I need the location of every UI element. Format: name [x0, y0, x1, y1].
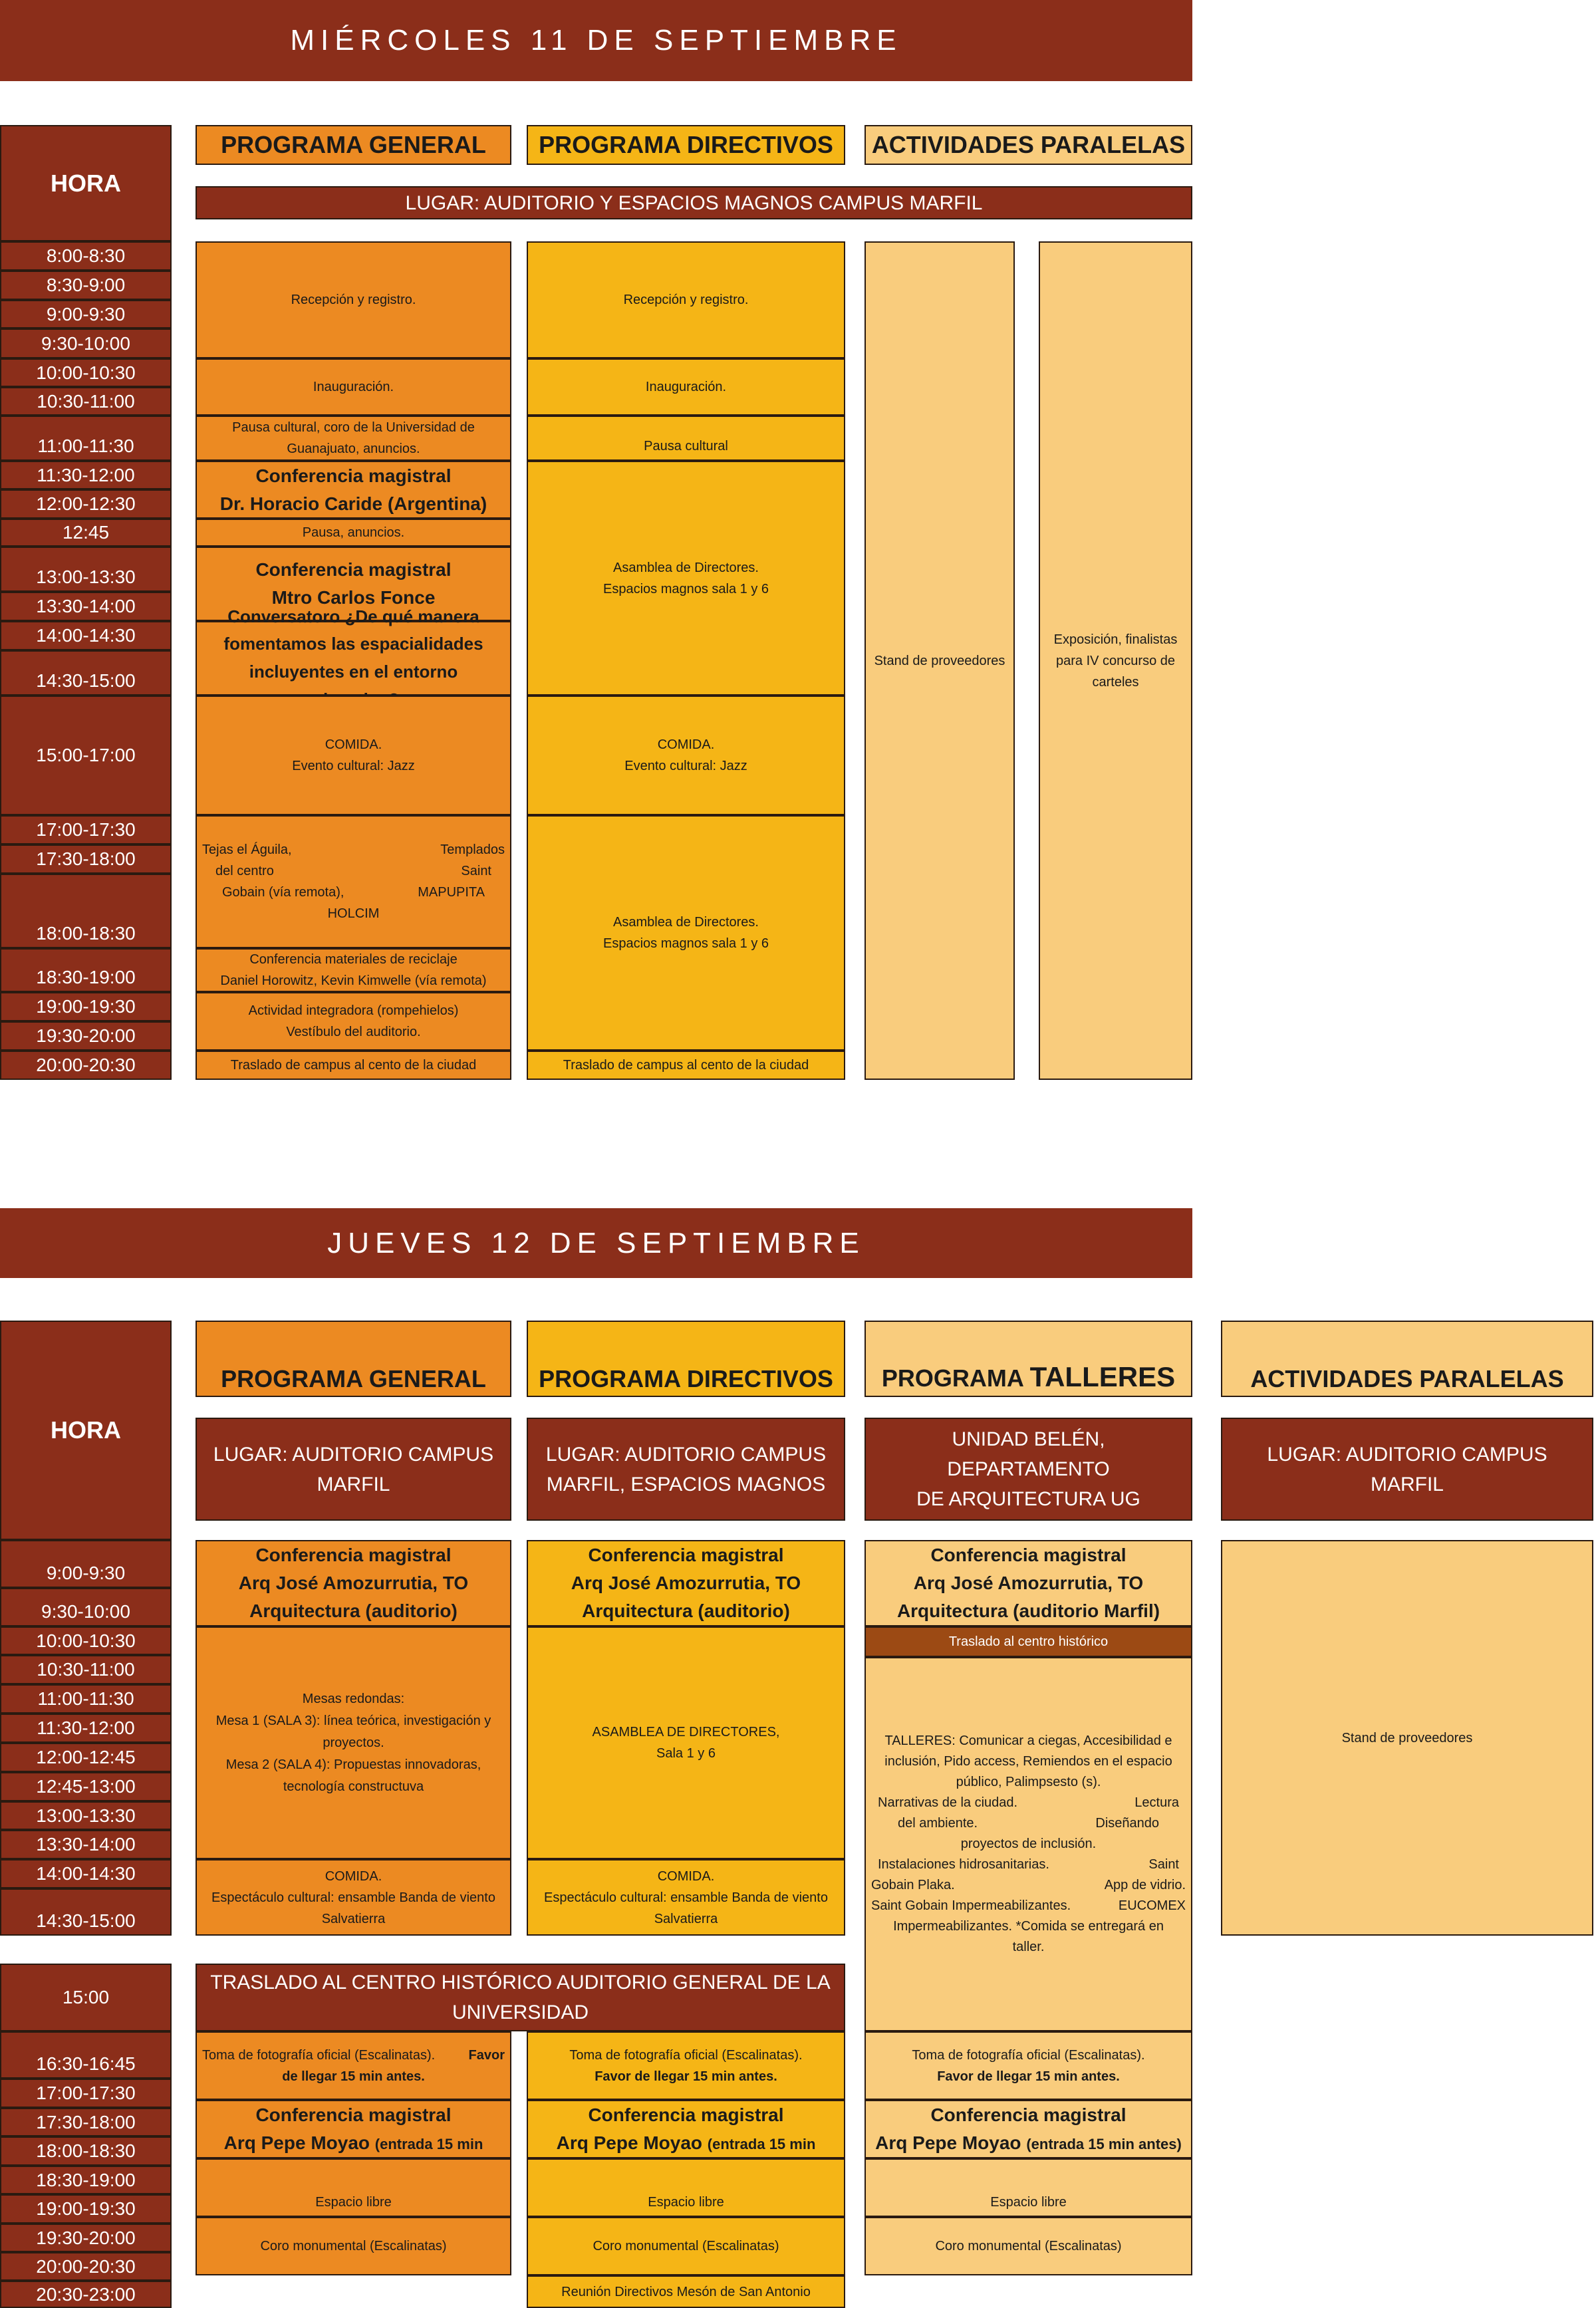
d1-gen-conferencia-caride: Conferencia magistral Dr. Horacio Caride (Argentina): [196, 461, 511, 519]
d2-gen-libre: Espacio libre: [196, 2158, 511, 2217]
d2-tal-talleres: TALLERES: Comunicar a ciegas, Accesibilidad e inclusión, Pido access, Remiendos en el espacio público, Palimpsesto (s). Narrativas de la ciudad. Lectura del ambiente. Diseñando proyectos de inclusión. Instalaciones hidrosanitarias. Saint Gobain Plaka. App de vidrio. Saint Gobain Impermeabilizantes. EUCOMEX Impermeabilizantes. *Comida se entregará en taller.: [864, 1657, 1192, 2031]
d2-gen-coro: Coro monumental (Escalinatas): [196, 2217, 511, 2275]
d1-gen-inauguracion: Inauguración.: [196, 358, 511, 416]
day2-banner: [0, 1208, 1192, 1278]
time-slot: 10:30-11:00: [0, 1655, 172, 1684]
d1-gen-pausa: Pausa, anuncios.: [196, 519, 511, 547]
time-slot: 19:00-19:30: [0, 2194, 172, 2224]
day1-header-paralelas: ACTIVIDADES PARALELAS: [864, 125, 1192, 165]
d2-tal-conferencia: Conferencia magistral Arq José Amozurrutia, TO Arquitectura (auditorio Marfil): [864, 1540, 1192, 1626]
d1-gen-proveedores-talks: Tejas el Águila, Templados del centro Saint Gobain (vía remota), MAPUPITA HOLCIM: [196, 815, 511, 948]
time-slot: 9:30-10:00: [0, 1588, 172, 1626]
time-slot: 13:30-14:00: [0, 1830, 172, 1859]
time-slot: 16:30-16:45: [0, 2031, 172, 2079]
time-slot: 10:30-11:00: [0, 387, 172, 416]
d1-gen-reciclaje: Conferencia materiales de reciclaje Daniel Horowitz, Kevin Kimwelle (vía remota): [196, 948, 511, 992]
time-slot: 13:30-14:00: [0, 592, 172, 621]
day1-header-directivos: PROGRAMA DIRECTIVOS: [527, 125, 845, 165]
d2-tal-traslado: Traslado al centro histórico: [864, 1626, 1192, 1657]
time-slot: 9:00-9:30: [0, 1540, 172, 1588]
time-slot: 9:00-9:30: [0, 300, 172, 328]
time-slot: 17:00-17:30: [0, 815, 172, 844]
d1-dir-inauguracion: Inauguración.: [527, 358, 845, 416]
d2-dir-foto: Toma de fotografía oficial (Escalinatas). Favor de llegar 15 min antes.: [527, 2031, 845, 2100]
time-slot: 13:00-13:30: [0, 1801, 172, 1830]
time-slot: 19:30-20:00: [0, 1021, 172, 1051]
time-slot: 20:00-20:30: [0, 1051, 172, 1080]
d2-gen-conferencia-moyao: Conferencia magistral Arq Pepe Moyao (entrada 15 min: [196, 2100, 511, 2158]
d2-lugar-paralelas: LUGAR: AUDITORIO CAMPUS MARFIL: [1221, 1418, 1593, 1521]
day1-banner: [0, 0, 1192, 81]
time-slot: 18:30-19:00: [0, 948, 172, 992]
d1-gen-comida: COMIDA. Evento cultural: Jazz: [196, 696, 511, 815]
day2-header-paralelas: ACTIVIDADES PARALELAS: [1221, 1321, 1593, 1397]
d2-dir-asamblea: ASAMBLEA DE DIRECTORES, Sala 1 y 6: [527, 1626, 845, 1859]
d2-lugar-general: LUGAR: AUDITORIO CAMPUS MARFIL: [196, 1418, 511, 1521]
time-slot: 12:45-13:00: [0, 1772, 172, 1801]
time-slot: 14:00-14:30: [0, 1859, 172, 1888]
time-slot: 20:30-23:00: [0, 2281, 172, 2308]
day1-title: MIÉRCOLES 11 DE SEPTIEMBRE: [290, 24, 902, 57]
d1-gen-pausa-cultural: Pausa cultural, coro de la Universidad de Guanajuato, anuncios.: [196, 416, 511, 461]
d2-dir-libre: Espacio libre: [527, 2158, 845, 2217]
d2-gen-comida: COMIDA. Espectáculo cultural: ensamble Banda de viento Salvatierra: [196, 1859, 511, 1936]
time-slot: 14:00-14:30: [0, 621, 172, 650]
time-slot: 18:30-19:00: [0, 2166, 172, 2194]
time-slot: 19:30-20:00: [0, 2224, 172, 2252]
time-slot: 15:00: [0, 1964, 172, 2031]
d1-dir-asamblea-1: Asamblea de Directores. Espacios magnos sala 1 y 6: [527, 461, 845, 696]
d2-tal-conferencia-moyao: Conferencia magistral Arq Pepe Moyao (entrada 15 min antes): [864, 2100, 1192, 2158]
time-slot: 10:00-10:30: [0, 1626, 172, 1655]
d1-gen-actividad: Actividad integradora (rompehielos) Vestíbulo del auditorio.: [196, 992, 511, 1051]
d2-lugar-talleres: UNIDAD BELÉN, DEPARTAMENTO DE ARQUITECTURA UG: [864, 1418, 1192, 1521]
time-slot: 15:00-17:00: [0, 696, 172, 815]
time-slot: 9:30-10:00: [0, 328, 172, 358]
time-slot: 11:30-12:00: [0, 1714, 172, 1743]
time-slot: 13:00-13:30: [0, 547, 172, 592]
d2-gen-mesas: Mesas redondas: Mesa 1 (SALA 3): línea teórica, investigación y proyectos. Mesa 2 (SALA 4): Propuestas innovadoras, tecnología constructuva: [196, 1626, 511, 1859]
day2-header-general: PROGRAMA GENERAL: [196, 1321, 511, 1397]
time-slot: 12:00-12:45: [0, 1743, 172, 1772]
day2-title: JUEVES 12 DE SEPTIEMBRE: [327, 1226, 865, 1259]
d2-gen-traslado: TRASLADO AL CENTRO HISTÓRICO AUDITORIO GENERAL DE LA UNIVERSIDAD: [196, 1964, 845, 2031]
day2-header-directivos: PROGRAMA DIRECTIVOS: [527, 1321, 845, 1397]
time-slot: 10:00-10:30: [0, 358, 172, 387]
d2-par-stand: Stand de proveedores: [1221, 1540, 1593, 1936]
d1-par-exposicion: Exposición, finalistas para IV concurso de carteles: [1039, 241, 1192, 1080]
time-slot: 14:30-15:00: [0, 1888, 172, 1936]
d1-gen-conversatorio: Conversatoro ¿De qué manera fomentamos las espacialidades incluyentes en el entorno: [196, 621, 511, 696]
time-slot: 14:30-15:00: [0, 650, 172, 696]
d2-dir-conferencia-moyao: Conferencia magistral Arq Pepe Moyao (entrada 15 min: [527, 2100, 845, 2158]
d2-lugar-directivos: LUGAR: AUDITORIO CAMPUS MARFIL, ESPACIOS MAGNOS: [527, 1418, 845, 1521]
time-slot: 11:00-11:30: [0, 416, 172, 461]
day1-lugar: LUGAR: AUDITORIO Y ESPACIOS MAGNOS CAMPUS MARFIL: [196, 186, 1192, 219]
d2-gen-conferencia: Conferencia magistral Arq José Amozurrutia, TO Arquitectura (auditorio): [196, 1540, 511, 1626]
day2-hora-header: HORA: [0, 1321, 172, 1540]
time-slot: 20:00-20:30: [0, 2252, 172, 2281]
d1-par-stand: Stand de proveedores: [864, 241, 1015, 1080]
day2-header-talleres: PROGRAMA TALLERES: [864, 1321, 1192, 1397]
time-slot: 19:00-19:30: [0, 992, 172, 1021]
d1-gen-recepcion: Recepción y registro.: [196, 241, 511, 358]
d2-tal-libre: Espacio libre: [864, 2158, 1192, 2217]
d2-gen-foto: Toma de fotografía oficial (Escalinatas). Favor de llegar 15 min antes.: [196, 2031, 511, 2100]
d2-tal-foto: Toma de fotografía oficial (Escalinatas). Favor de llegar 15 min antes.: [864, 2031, 1192, 2100]
time-slot: 18:00-18:30: [0, 2136, 172, 2166]
d1-dir-traslado: Traslado de campus al cento de la ciudad: [527, 1051, 845, 1080]
time-slot: 11:30-12:00: [0, 461, 172, 489]
d2-dir-comida: COMIDA. Espectáculo cultural: ensamble Banda de viento Salvatierra: [527, 1859, 845, 1936]
time-slot: 8:30-9:00: [0, 271, 172, 300]
d1-gen-conferencia-fonce: Conferencia magistral Mtro Carlos Fonce: [196, 547, 511, 621]
d1-dir-pausa: Pausa cultural: [527, 416, 845, 461]
time-slot: 12:00-12:30: [0, 489, 172, 519]
day1-header-general: PROGRAMA GENERAL: [196, 125, 511, 165]
time-slot: 8:00-8:30: [0, 241, 172, 271]
d1-dir-comida: COMIDA. Evento cultural: Jazz: [527, 696, 845, 815]
d2-dir-conferencia: Conferencia magistral Arq José Amozurrutia, TO Arquitectura (auditorio): [527, 1540, 845, 1626]
d2-dir-coro: Coro monumental (Escalinatas): [527, 2217, 845, 2275]
day1-hora-header: HORA: [0, 125, 172, 241]
time-slot: 17:00-17:30: [0, 2079, 172, 2108]
time-slot: 11:00-11:30: [0, 1684, 172, 1714]
time-slot: 17:30-18:00: [0, 2108, 172, 2136]
time-slot: 18:00-18:30: [0, 874, 172, 948]
time-slot: 17:30-18:00: [0, 844, 172, 874]
d2-tal-coro: Coro monumental (Escalinatas): [864, 2217, 1192, 2275]
d1-dir-recepcion: Recepción y registro.: [527, 241, 845, 358]
d1-dir-asamblea-2: Asamblea de Directores. Espacios magnos sala 1 y 6: [527, 815, 845, 1051]
d2-dir-reunion: Reunión Directivos Mesón de San Antonio: [527, 2275, 845, 2308]
d1-gen-traslado: Traslado de campus al cento de la ciudad: [196, 1051, 511, 1080]
time-slot: 12:45: [0, 519, 172, 547]
